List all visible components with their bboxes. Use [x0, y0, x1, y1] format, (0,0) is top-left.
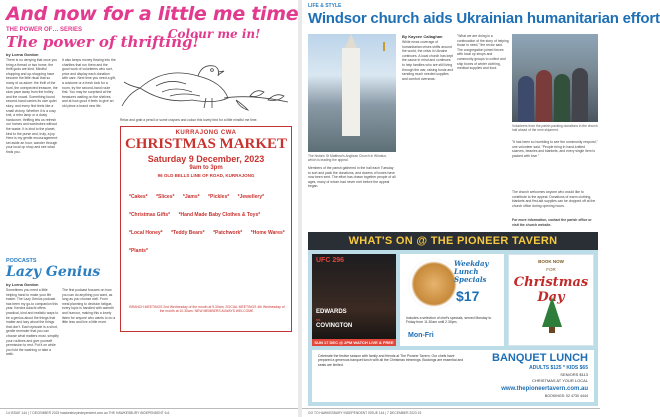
cross-icon — [383, 42, 385, 51]
banquet-copy: Celebrate the festive season with family and friends at The Pioneer Tavern. Our chefs have prepared a generous banquet lunch with all the Christmas trimmings. Bookings are essential and seats are limited. — [318, 354, 464, 367]
food-plate-image — [408, 258, 460, 310]
banquet-tagline: CHRISTMAS AT YOUR LOCAL — [531, 378, 588, 383]
section-tag-podcasts: PODCASTS — [6, 258, 37, 264]
tavern-advert — [308, 232, 598, 406]
lunch-price: $17 — [456, 288, 480, 304]
article-body-col1: While news coverage of humanitarian crises shifts around the world, the crisis in Ukraine continues. A local church has kept the cause in mind and continues to help families who are still living through the war, raising funds and sending much needed supplies and comfort overseas. — [402, 40, 454, 81]
stall-item: *Plants* — [129, 248, 148, 254]
banquet-seniors: SENIORS $113 — [560, 372, 588, 377]
advert-footer: BRANCH MEETINGS 2nd Wednesday of the month at 9.30am. SOCIAL MEETINGS 4th Wednesday of the month at 10.30am. NEW MEMBERS ALWAYS WELCOME. — [129, 305, 285, 314]
stall-item: *Jams* — [182, 194, 200, 200]
article-headline: Windsor church aids Ukrainian humanitarian effort — [308, 10, 660, 27]
advert-title: CHRISTMAS MARKET — [124, 136, 288, 152]
volunteers-photo-caption: Volunteers from the parish packing donations in the church hall ahead of the next shipment. — [512, 124, 598, 133]
page-footer-right: GO TO HAWKESBURY INDEPENDENT ISSUE 144 | 7 DECEMBER 2023 15 — [302, 408, 600, 417]
fighter-names — [316, 309, 352, 330]
article-title: The power of thrifting! — [6, 33, 200, 51]
right-page — [302, 0, 660, 417]
banquet-promo — [312, 350, 594, 402]
lunch-promo — [400, 254, 504, 346]
ufc-promo — [312, 254, 396, 346]
stall-item: *Teddy Bears* — [171, 230, 205, 236]
book-now-label: BOOK NOW — [538, 259, 564, 264]
advert-date: Saturday 9 December, 2023 — [147, 154, 265, 164]
person-figure — [518, 76, 534, 122]
church-photo-caption: The historic St Matthew's Anglican Church in Windsor, which is leading the appeal. — [308, 154, 387, 163]
ufc-label: UFC 296 — [316, 257, 345, 264]
lazy-body-col2: The first podcast focuses on how you can do anything you want, as long as you choose well. From meal planning to decision fatigue, every topic is handled with warmth and humour, making this a lovely listen for anyone who wants to do a little less and live a little more. — [62, 288, 116, 325]
fighter-2: COVINGTON — [316, 323, 353, 329]
person-figure — [554, 74, 570, 122]
tavern-title — [308, 232, 598, 250]
church-photo — [308, 34, 396, 152]
banquet-prices: ADULTS $125 * KIDS $65 — [529, 365, 588, 371]
left-page — [0, 0, 298, 417]
christmas-tree-icon — [542, 297, 562, 327]
market-advert — [120, 126, 292, 332]
lunch-days: Mon-Fri — [408, 332, 434, 339]
colouring-title: Colour me in! — [168, 27, 261, 41]
tavern-bookings: BOOKINGS: 02 4730 4444 — [544, 394, 588, 398]
article-body-col1: There is no denying that once you bring a thread or two home, the thrift gods are kind. Mindful shopping and op-shopping have become the little ritual that so many of us adore: the thrill of the hunt, the unexpected treasure, the slow pace away from the trolley and the crowd. Something found second-hand carries its own quiet story, and every find feels like a small victory. Whether it is a cosy knit, a retro lamp or a dusty hardcover, thrifting lets us refresh our homes and wardrobes without the waste. It is kind to the planet, kind to the purse and, truly, a joy. Here is my gentle encouragement: set aside an hour, wander through your local op shop and see what finds you. — [6, 58, 58, 154]
lunch-description: Includes a selection of chef's specials, served Monday to Friday from 11.30am until 2.30pm. — [406, 316, 492, 325]
advert-address: 96 OLD BELLS LINE OF ROAD, KURRAJONG — [157, 173, 255, 178]
fight-time: SUN 17 DEC @ 2PM WATCH LIVE & FREE — [312, 339, 396, 346]
tree-trunk — [549, 327, 555, 333]
bird-illustration — [120, 42, 292, 120]
stall-item: *Patchwork* — [213, 230, 243, 236]
stall-item: *Home Wares* — [250, 230, 285, 236]
article-body-col3: "It has been so humbling to see the community respond," one volunteer said. "People bring in hand-knitted scarves, beanies and blankets, and every single item is packed with love." — [512, 140, 598, 158]
article-body-col4: The church welcomes anyone who would like to contribute to the appeal. Donations of warm clothing, blankets and first-aid supplies can be dropped off at the church office during opening hours. — [512, 190, 596, 208]
stall-item: *Jewellery* — [237, 194, 265, 200]
section-tag: THE POWER OF… SERIES — [6, 27, 83, 33]
article-byline: By Kaycee Callaghan — [402, 34, 443, 39]
article-contact: For more information, contact the parish office or visit the church website. — [512, 218, 592, 227]
volunteers-photo — [512, 34, 598, 122]
fighter-1: EDWARDS — [316, 309, 347, 315]
article-body-col2: "What we are doing is a continuation of the story of helping those in need," the rector said. The congregation joined forces with local op shops and community groups to collect and ship boxes of winter clothing, medical supplies and food. — [457, 34, 509, 71]
lazy-genius-title: Lazy Genius — [6, 264, 101, 280]
lazy-body-col1: Sometimes you need a little helping hand to make your life easier. The Lazy Genius podcast has been my go-to companion this year. Kendra Adachi offers practical, kind and realistic ways to be a genius about the things that matter and lazy about the things that don't. Each episode is a short, gentle reminder that you can choose what matters most, simplify your routines and give yourself permission to rest. Put it on while you fold the washing or take a walk. — [6, 288, 59, 357]
fighter-vs: vs — [316, 317, 321, 322]
page-headline: And now for a little me time — [6, 3, 299, 25]
advert-time: 9am to 3pm — [189, 165, 223, 171]
stall-list — [127, 185, 287, 257]
advert-organiser: KURRAJONG CWA — [175, 130, 237, 136]
lazy-byline: by Lorna Gordon — [6, 282, 39, 287]
stall-item: *Pickles* — [208, 194, 230, 200]
tavern-title-text: WHAT'S ON @ THE PIONEER TAVERN — [348, 235, 558, 247]
stall-item: *Slices* — [156, 194, 175, 200]
book-for-label: FOR — [546, 267, 556, 272]
stall-item: *Local Honey* — [129, 230, 163, 236]
article-byline: by Lorna Gordon — [6, 52, 39, 57]
person-figure — [572, 68, 588, 122]
banquet-title: BANQUET LUNCH — [492, 352, 588, 364]
christmas-booking-promo — [508, 254, 594, 346]
stall-item: *Cakes* — [129, 194, 148, 200]
person-figure — [536, 70, 552, 122]
tavern-website: www.thepioneertavern.com.au — [501, 386, 588, 392]
page-footer-left: 14 ISSUE 144 | 7 DECEMBER 2023 hawkesburyindependent.com.au THE HAWKESBURY INDEPENDENT 6-6 — [0, 408, 298, 417]
article-body-col0: Members of the parish gathered in the hall each Tuesday to sort and pack the donations, and dozens of boxes have now been sent. The effort has drawn together people of all ages, many of whom had never met before the appeal began. — [308, 166, 396, 189]
stall-item: *Christmas Gifts* — [129, 212, 171, 218]
church-tower — [342, 48, 360, 136]
christmas-day-label: Christmas Day — [513, 275, 589, 305]
section-tag: LIFE & STYLE — [308, 3, 342, 9]
colouring-caption: Relax and grab a pencil or some crayons and colour this lovely bird for a little mindful me time. — [120, 118, 258, 122]
article-body-col2: It also keeps money flowing into the charities that run them and the good work of volunteers who sort, price and display each donation with care. Next time you need a gift, a costume or a fresh look for a room, try the second-hand route first. You may be surprised at the treasures waiting on the shelves, and at how good it feels to give an old piece a brand new life. — [62, 58, 116, 108]
lunch-title: Weekday Lunch Specials — [454, 259, 489, 284]
stall-item: *Hand Made Baby Clothes & Toys* — [178, 212, 261, 218]
